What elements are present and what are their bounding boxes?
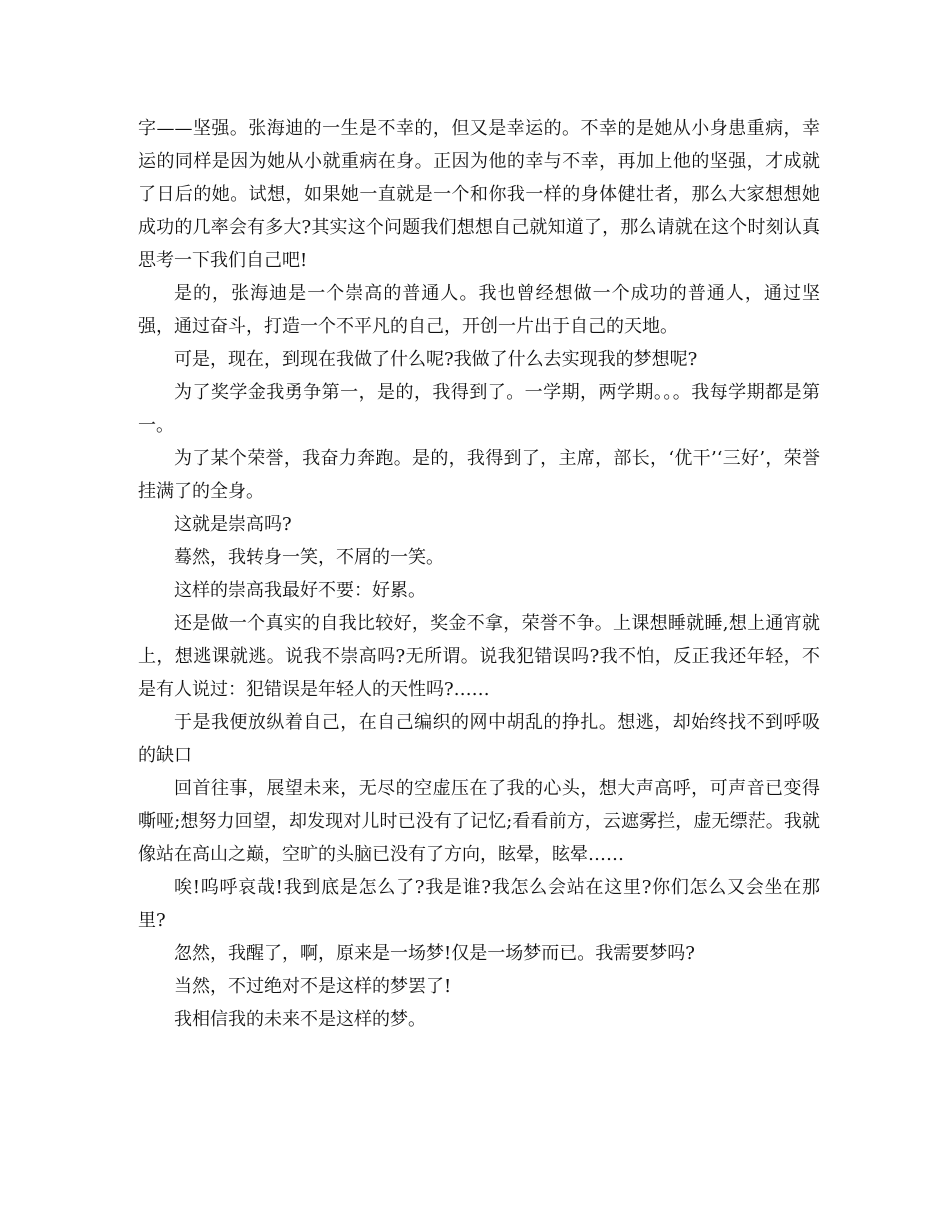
body-text [138, 112, 820, 1036]
paragraph-2: 是的，张海迪是一个崇高的普通人。我也曾经想做一个成功的普通人，通过坚强，通过奋斗，打造一个不平凡的自己，开创一片出于自己的天地。 [138, 283, 820, 337]
paragraph-14: 当然，不过绝对不是这样的梦罢了! [174, 976, 452, 997]
paragraph-13: 忽然，我醒了，啊，原来是一场梦!仅是一场梦而已。我需要梦吗? [174, 943, 695, 964]
paragraph-6: 这就是崇高吗? [174, 514, 292, 535]
paragraph-15: 我相信我的未来不是这样的梦。 [174, 1009, 426, 1030]
paragraph-3: 可是，现在，到现在我做了什么呢?我做了什么去实现我的梦想呢? [174, 349, 698, 370]
paragraph-7: 蓦然，我转身一笑，不屑的一笑。 [174, 547, 444, 568]
paragraph-9: 还是做一个真实的自我比较好，奖金不拿，荣誉不争。上课想睡就睡,想上通宵就上，想逃课就逃。说我不崇高吗?无所谓。说我犯错误吗?我不怕，反正我还年轻，不是有人说过：犯错误是年轻人的天性吗?…… [138, 613, 820, 700]
paragraph-4: 为了奖学金我勇争第一，是的，我得到了。一学期，两学期。。。我每学期都是第一。 [138, 382, 820, 436]
paragraph-5: 为了某个荣誉，我奋力奔跑。是的，我得到了，主席，部长，‘优干’‘三好’，荣誉挂满了的全身。 [138, 448, 820, 502]
paragraph-8: 这样的崇高我最好不要：好累。 [174, 580, 426, 601]
paragraph-12: 唉!呜呼哀哉!我到底是怎么了?我是谁?我怎么会站在这里?你们怎么又会坐在那里? [138, 877, 820, 931]
paragraph-1: 字——坚强。张海迪的一生是不幸的，但又是幸运的。不幸的是她从小身患重病，幸运的同样是因为她从小就重病在身。正因为他的幸与不幸，再加上他的坚强，才成就了日后的她。试想，如果她一直就是一个和你我一样的身体健壮者，那么大家想想她成功的几率会有多大?其实这个问题我们想想自己就知道了，那么请就在这个时刻认真思考一下我们自己吧! [138, 118, 820, 271]
paragraph-10: 于是我便放纵着自己，在自己编织的网中胡乱的挣扎。想逃，却始终找不到呼吸的缺口 [138, 712, 820, 766]
paragraph-11: 回首往事，展望未来，无尽的空虚压在了我的心头，想大声高呼，可声音已变得嘶哑;想努力回望，却发现对儿时已没有了记忆;看看前方，云遮雾拦，虚无缥茫。我就像站在高山之巅，空旷的头脑已没有了方向，眩晕，眩晕…… [138, 778, 820, 865]
